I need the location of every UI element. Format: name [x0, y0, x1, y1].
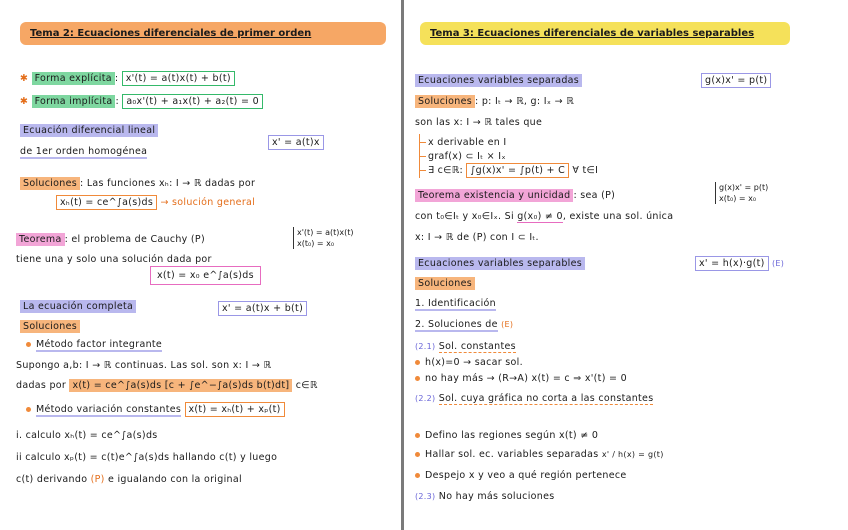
theorem-text2: tiene una y solo una solución dada por — [16, 254, 212, 265]
step-identification: 1. Identificación — [415, 298, 496, 309]
cauchy-solution: x(t) = x₀ e^∫a(s)ds — [150, 270, 261, 281]
step2-line1: ii calculo xₚ(t) = c(t)e^∫a(s)ds hallando c(t) y luego — [16, 452, 278, 463]
xh-formula-row — [56, 197, 255, 208]
cond-derivable: x derivable en I — [420, 136, 598, 150]
linear-formula: x' = a(t)x — [268, 137, 324, 148]
separable-formula-row: x' = h(x)·g(t) (E) — [695, 258, 784, 269]
implicit-formula: a₀x'(t) + a₁x(t) + a₂(t) = 0 — [122, 94, 263, 109]
left-page — [0, 0, 401, 530]
implicit-label: Forma implícita — [32, 95, 116, 108]
conditions-tree — [419, 134, 598, 178]
separable-solutions-label: Soluciones — [415, 278, 475, 289]
cond-integral: ∃ c∈ℝ: ∫g(x)x' = ∫p(t) + C ∀ t∈I — [420, 164, 598, 178]
page-divider — [401, 0, 404, 530]
eu-theorem-text3: x: I → ℝ de (P) con I ⊂ Iₜ. — [415, 232, 539, 243]
method1-text1: Supongo a,b: I → ℝ continuas. Las sol. son x: I → ℝ — [16, 360, 272, 371]
s22-row: (2.2) Sol. cuya gráfica no corta a las constantes — [415, 393, 654, 404]
explicit-formula: x'(t) = a(t)x(t) + b(t) — [122, 71, 235, 86]
s21-row: (2.1) Sol. constantes — [415, 341, 516, 352]
separable-title: Ecuaciones variables separables — [415, 258, 585, 269]
right-page — [405, 0, 848, 530]
general-solution-label: → solución general — [160, 197, 256, 208]
s21-bullet2: no hay más → (R→A) x(t) = c ⇒ x'(t) = 0 — [415, 373, 627, 384]
method2-title: Método variación constantes x(t) = xₕ(t) + xₚ(t) — [26, 404, 285, 415]
separated-title: Ecuaciones variables separadas — [415, 75, 582, 86]
separated-formula: g(x)x' = p(t) — [701, 75, 771, 86]
method1-formula: x(t) = ce^∫a(s)ds [c + ∫e^−∫a(s)ds b(t)dt] — [69, 379, 292, 392]
method1-text2: dadas por x(t) = ce^∫a(s)ds [c + ∫e^−∫a(s)ds b(t)dt] c∈ℝ — [16, 380, 318, 391]
solutions-row: Soluciones : Las funciones xₕ: I → ℝ dadas por — [20, 178, 255, 189]
eu-theorem-row: Teorema existencia y unicidad : sea (P) — [415, 190, 615, 201]
eu-system: g(x)x' = p(t) x(t₀) = x₀ — [715, 182, 768, 204]
solutions-label-2: Soluciones — [20, 321, 80, 332]
explicit-label: Forma explícita — [32, 72, 115, 85]
complete-formula: x' = a(t)x + b(t) — [218, 303, 307, 314]
cauchy-system: x'(t) = a(t)x(t) x(t₀) = x₀ — [293, 227, 354, 249]
tema2-title: Tema 2: Ecuaciones diferenciales de primer orden — [20, 22, 386, 45]
linear-title-line1: Ecuación diferencial lineal — [20, 125, 158, 136]
cond-graph: graf(x) ⊂ Iₜ × Iₓ — [420, 150, 598, 164]
s22-bullet1: Defino las regiones según x(t) ≠ 0 — [415, 430, 598, 441]
method2-formula: x(t) = xₕ(t) + xₚ(t) — [185, 402, 285, 417]
eu-theorem-text2: con t₀∈Iₜ y x₀∈Iₓ. Si g(x₀) ≠ 0, existe una sol. única — [415, 211, 674, 222]
s22-bullet3: Despejo x y veo a qué región pertenece — [415, 470, 627, 481]
s23-row: (2.3) No hay más soluciones — [415, 491, 555, 502]
explicit-form-row: ✱ Forma explícita : x'(t) = a(t)x(t) + b(t) — [20, 73, 235, 84]
method1-title: Método factor integrante — [26, 339, 162, 350]
complete-title: La ecuación completa — [20, 301, 136, 312]
implicit-form-row: ✱ Forma implícita : a₀x'(t) + a₁x(t) + a₂(t) = 0 — [20, 96, 263, 107]
s21-bullet1: h(x)=0 → sacar sol. — [415, 357, 523, 368]
step2-line2: c(t) derivando (P) e igualando con la original — [16, 474, 242, 485]
theorem-row: Teorema : el problema de Cauchy (P) — [16, 234, 205, 245]
tema3-title: Tema 3: Ecuaciones diferenciales de variables separables — [420, 22, 790, 45]
step1: i. calculo xₕ(t) = ce^∫a(s)ds — [16, 430, 158, 441]
those-text: son las x: I → ℝ tales que — [415, 117, 543, 128]
xh-formula: xₕ(t) = ce^∫a(s)ds — [56, 195, 157, 210]
s22-bullet2: Hallar sol. ec. variables separadas x' / h(x) = g(t) — [415, 449, 664, 460]
sep-solutions-row: Soluciones : p: Iₜ → ℝ, g: Iₓ → ℝ — [415, 96, 574, 107]
linear-title-line2: de 1er orden homogénea — [20, 146, 148, 157]
step-solutions: 2. Soluciones de (E) — [415, 319, 514, 330]
